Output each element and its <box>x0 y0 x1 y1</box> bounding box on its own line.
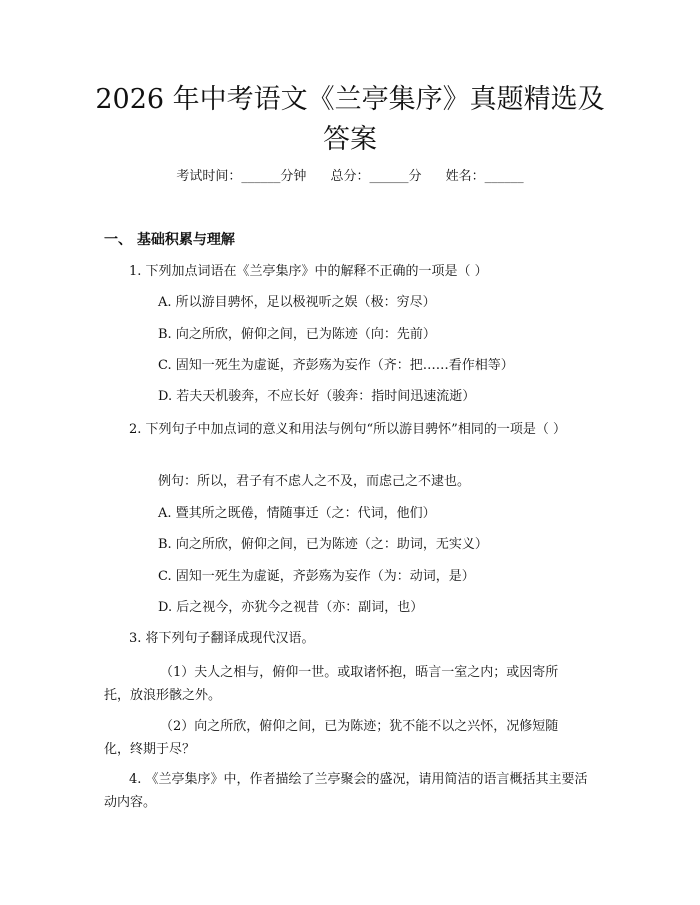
exam-meta <box>0 167 700 187</box>
question-2-option-b: B. 向之所欣，俯仰之间，已为陈迹（之：助词，无实义） <box>158 537 488 552</box>
section-heading: 一、 基础积累与理解 <box>104 232 235 248</box>
question-3-stem: 3. 将下列句子翻译成现代汉语。 <box>129 631 315 646</box>
question-2-option-c: C. 固知一死生为虚诞，齐彭殇为妄作（为：动词，是） <box>158 569 475 584</box>
question-1-option-b: B. 向之所欣，俯仰之间，已为陈迹（向：先前） <box>158 327 436 342</box>
question-4-stem: 4. 《兰亭集序》中，作者描绘了兰亭聚会的盛况，请用简洁的语言概括其主要活动内容。 <box>104 772 588 810</box>
question-1-stem: 1. 下列加点词语在《兰亭集序》中的解释不正确的一项是（ ） <box>129 264 488 279</box>
exam-name: 姓名：______ <box>445 169 524 184</box>
question-2-stem: 2. 下列句子中加点词的意义和用法与例句“所以游目骋怀”相同的一项是（ ） <box>129 422 566 437</box>
question-1-option-a: A. 所以游目骋怀，足以极视听之娱（极：穷尽） <box>158 295 436 310</box>
question-3-item-2: （2）向之所欣，俯仰之间，已为陈迹；犹不能不以之兴怀，况修短随化，终期于尽？ <box>104 719 559 757</box>
question-1-option-d: D. 若夫天机骏奔，不应长好（骏奔：指时间迅速流逝） <box>158 389 476 404</box>
question-2-option-d: D. 后之视今，亦犹今之视昔（亦：副词，也） <box>158 600 424 615</box>
page-title: 2026 年中考语文《兰亭集序》真题精选及答案 <box>95 84 605 155</box>
exam-score: 总分：______分 <box>330 169 422 184</box>
question-2-example: 例句：所以，君子有不虑人之不及，而虑己之不逮也。 <box>158 474 471 489</box>
question-2-option-a: A. 暨其所之既倦，情随事迁（之：代词，他们） <box>158 506 436 521</box>
question-1-option-c: C. 固知一死生为虚诞，齐彭殇为妄作（齐：把……看作相等） <box>158 358 514 373</box>
question-3-item-1: （1）夫人之相与，俯仰一世。或取诸怀抱，晤言一室之内；或因寄所托，放浪形骸之外。 <box>104 665 559 703</box>
exam-time: 考试时间：______分钟 <box>176 169 307 184</box>
